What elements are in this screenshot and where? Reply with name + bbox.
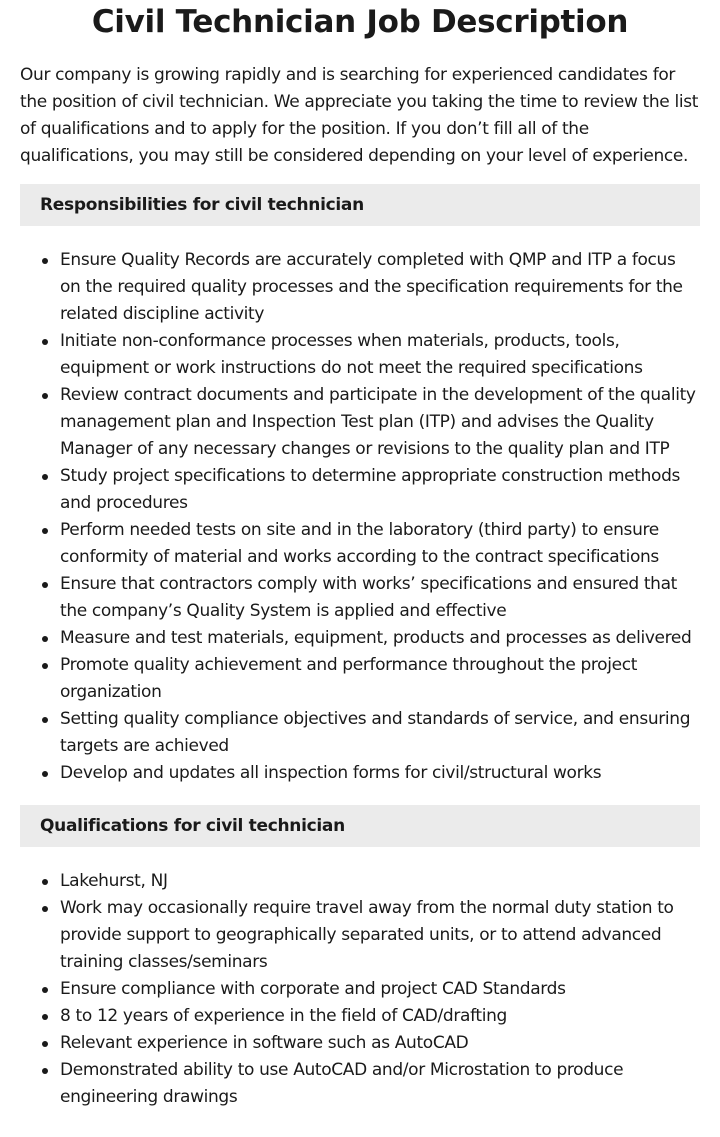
list-item: Promote quality achievement and performance throughout the project organization [20,652,700,706]
list-item: Develop and updates all inspection forms for civil/structural works [20,760,700,787]
qualifications-list [20,868,700,1111]
list-item: 8 to 12 years of experience in the field of CAD/drafting [20,1003,700,1030]
list-item: Measure and test materials, equipment, products and processes as delivered [20,625,700,652]
list-item: Setting quality compliance objectives and standards of service, and ensuring targets are achieved [20,706,700,760]
list-item: Ensure compliance with corporate and project CAD Standards [20,976,700,1003]
qualifications-heading: Qualifications for civil technician [20,805,700,847]
list-item: Study project specifications to determine appropriate construction methods and procedures [20,463,700,517]
page-title: Civil Technician Job Description [91,4,629,40]
list-item: Initiate non-conformance processes when materials, products, tools, equipment or work instructions do not meet the required specifications [20,328,700,382]
intro-paragraph: Our company is growing rapidly and is searching for experienced candidates for the position of civil technician. We appreciate you taking the time to review the list of qualifications and to apply for the position. If you don’t fill all of the qualifications, you may still be considered depending on your level of experience. [20,65,699,166]
list-item: Ensure Quality Records are accurately completed with QMP and ITP a focus on the required quality processes and the specification requirements for the related discipline activity [20,247,700,328]
list-item: Ensure that contractors comply with works’ specifications and ensured that the company’s Quality System is applied and effective [20,571,700,625]
list-item: Review contract documents and participate in the development of the quality management plan and Inspection Test plan (ITP) and advises the Quality Manager of any necessary changes or revisions to the quality plan and ITP [20,382,700,463]
list-item: Perform needed tests on site and in the laboratory (third party) to ensure conformity of material and works according to the contract specifications [20,517,700,571]
list-item: Relevant experience in software such as AutoCAD [20,1030,700,1057]
list-item: Lakehurst, NJ [20,868,700,895]
list-item: Work may occasionally require travel away from the normal duty station to provide support to geographically separated units, or to attend advanced training classes/seminars [20,895,700,976]
responsibilities-heading: Responsibilities for civil technician [20,184,700,226]
responsibilities-list [20,247,700,787]
list-item: Demonstrated ability to use AutoCAD and/or Microstation to produce engineering drawings [20,1057,700,1111]
